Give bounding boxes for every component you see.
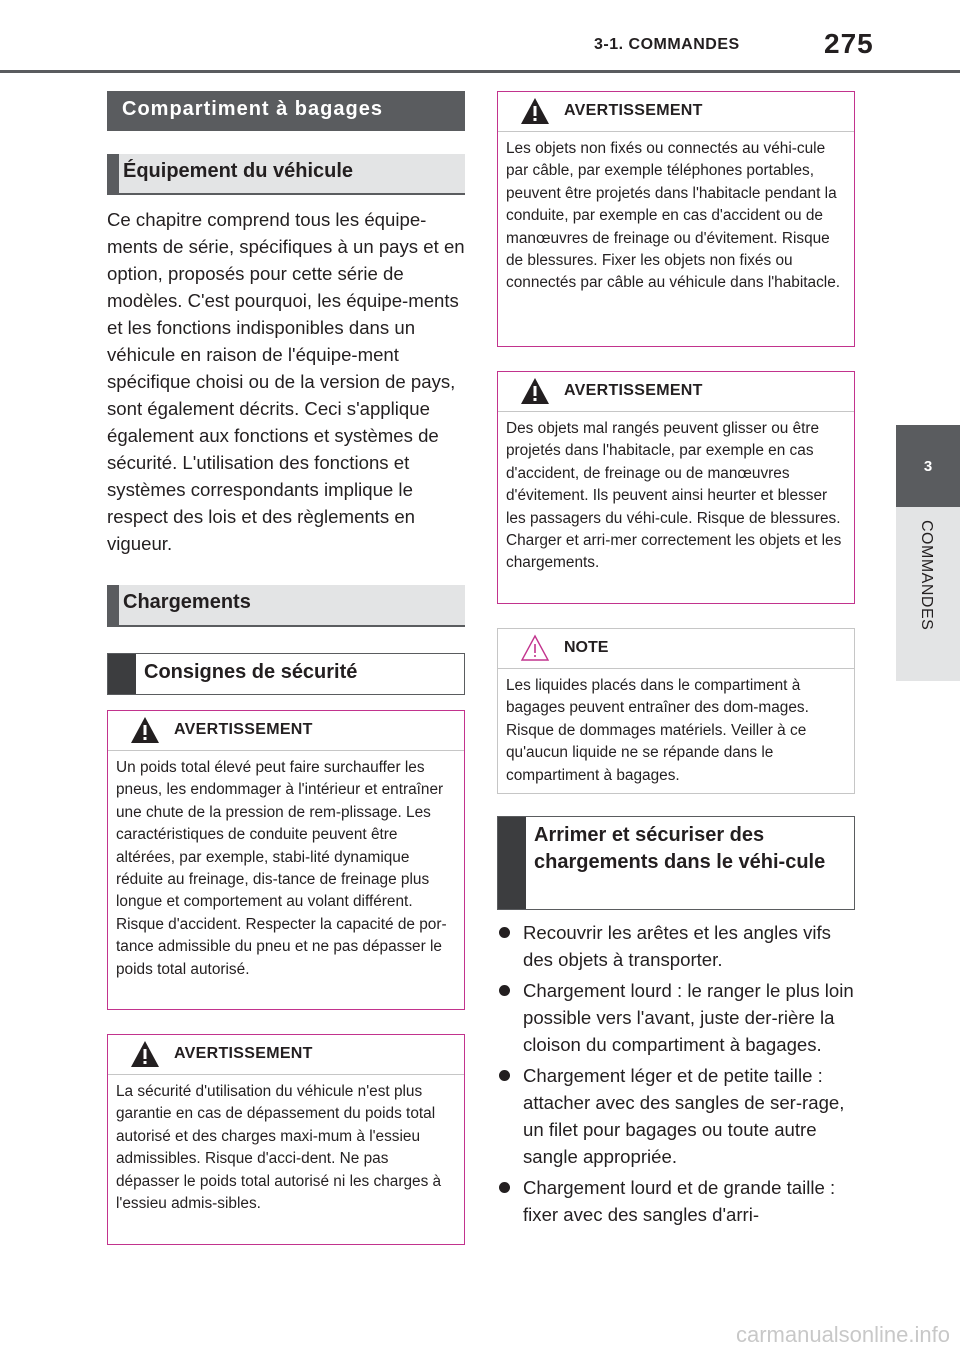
heading-equipement-text: Équipement du véhicule: [123, 160, 354, 182]
bullet-dot-icon: [499, 1182, 510, 1193]
warning-title: AVERTISSEMENT: [174, 1045, 313, 1062]
list-item: [497, 977, 857, 1058]
caution-triangle-icon: [520, 634, 550, 662]
bullet-dot-icon: [499, 927, 510, 938]
warning-box-objets-fixes: [497, 91, 855, 347]
bullet-list: [497, 919, 857, 1232]
heading-equipement: [107, 154, 465, 195]
bullet-text: Recouvrir les arêtes et les angles vifs des objets à transporter.: [523, 922, 831, 970]
section-title: Compartiment à bagages: [107, 91, 465, 131]
equipement-paragraph: Ce chapitre comprend tous les équipe-ments de série, spécifiques à un pays et en option, proposés pour cette série de modèles. C'est pourquoi, les équipe-ments et les fonctions indisponibles dans un véhicule en raison de l'équipe-ment spécifique choisi ou de la version de pays, sont également décrits. Ceci s'applique également aux fonctions et systèmes de sécurité. L'utilisation des fonctions et systèmes correspondants implique le respect des lois et des règlements en vigueur.: [107, 209, 465, 554]
page-number: 275: [824, 28, 874, 59]
header-rule: [0, 70, 960, 73]
note-text: Les liquides placés dans le compartiment à bagages peuvent entraîner des dom-mages. Risque de dommages matériels. Veiller à ce qu'aucun liquide ne se répande dans le compartiment à bagages.: [506, 677, 809, 784]
list-item: [497, 1174, 857, 1228]
bullet-dot-icon: [499, 985, 510, 996]
bullet-text: Chargement lourd : le ranger le plus loin possible vers l'avant, juste der-rière la cloison du compartiment à bagages.: [523, 980, 854, 1055]
heading-chargements-text: Chargements: [123, 591, 251, 613]
warning-box-securite: [107, 1034, 465, 1245]
heading-consignes-text: Consignes de sécurité: [144, 661, 358, 683]
warning-header: [498, 372, 854, 412]
heading-arrimer: [497, 816, 855, 910]
bullet-text: Chargement léger et de petite taille : attacher avec des sangles de ser-rage, un filet pour bagages ou toute autre sangle appropriée.: [523, 1065, 845, 1167]
heading-arrimer-text: Arrimer et sécuriser des chargements dans le véhi-cule: [534, 824, 826, 873]
heading-consignes: [107, 653, 465, 695]
list-item: [497, 1062, 857, 1170]
warning-title: AVERTISSEMENT: [564, 382, 703, 399]
warning-title: AVERTISSEMENT: [564, 102, 703, 119]
note-header: [498, 629, 854, 669]
heading-chargements: [107, 585, 465, 627]
chapter-tab-number: 3: [896, 425, 960, 507]
warning-triangle-icon: [130, 716, 160, 744]
watermark: carmanualsonline.info: [735, 1322, 950, 1347]
warning-text: Les objets non fixés ou connectés au véhi-cule par câble, par exemple téléphones portables, peuvent être projetés dans l'habitacle pendant la conduite, par exemple en cas d'accident ou de manœuvres de freinage ou d'évitement. Risque de blessures. Fixer les objets non fixés ou connectés par câble au véhicule dans l'habitacle.: [506, 140, 841, 292]
warning-triangle-icon: [520, 97, 550, 125]
warning-triangle-icon: [520, 377, 550, 405]
list-item: [497, 919, 857, 973]
warning-header: [108, 711, 464, 751]
warning-text: La sécurité d'utilisation du véhicule n'est plus garantie en cas de dépassement du poids total autorisé et des charges maxi-mum à l'essieu admissibles. Risque d'acci-dent. Ne pas dépasser le poids total autorisé ni les charges à l'essieu admis-sibles.: [116, 1083, 442, 1213]
bullet-dot-icon: [499, 1070, 510, 1081]
note-box-liquides: [497, 628, 855, 794]
warning-box-poids: [107, 710, 465, 1010]
bullet-text: Chargement lourd et de grande taille : fixer avec des sangles d'arri-: [523, 1177, 836, 1225]
warning-header: [108, 1035, 464, 1075]
note-title: NOTE: [564, 639, 609, 656]
warning-triangle-icon: [130, 1040, 160, 1068]
warning-text: Des objets mal rangés peuvent glisser ou être projetés dans l'habitacle, par exemple en cas d'accident, de freinage ou de manœuvres d'évitement. Ils peuvent ainsi heurter et blesser les passagers du véhi-cule. Risque de blessures. Charger et arri-mer correctement les objets et les chargements.: [506, 420, 842, 572]
warning-box-objets-ranges: [497, 371, 855, 604]
warning-text: Un poids total élevé peut faire surchauffer les pneus, les endommager à l'intérieur et entraîner une chute de la pression de rem-plissage. Les caractéristiques de conduite peuvent être altérées, par exemple, stabi-lité dynamique réduite au freinage, dis-tance de freinage plus longue et comportement au volant différent. Risque d'accident. Respecter la capacité de por-tance admissible du pneu et ne pas dépasser le poids total autorisé.: [116, 759, 447, 978]
warning-header: [498, 92, 854, 132]
running-header-section: 3-1. COMMANDES: [594, 36, 740, 53]
warning-title: AVERTISSEMENT: [174, 721, 313, 738]
chapter-tab-label: COMMANDES: [918, 520, 935, 631]
